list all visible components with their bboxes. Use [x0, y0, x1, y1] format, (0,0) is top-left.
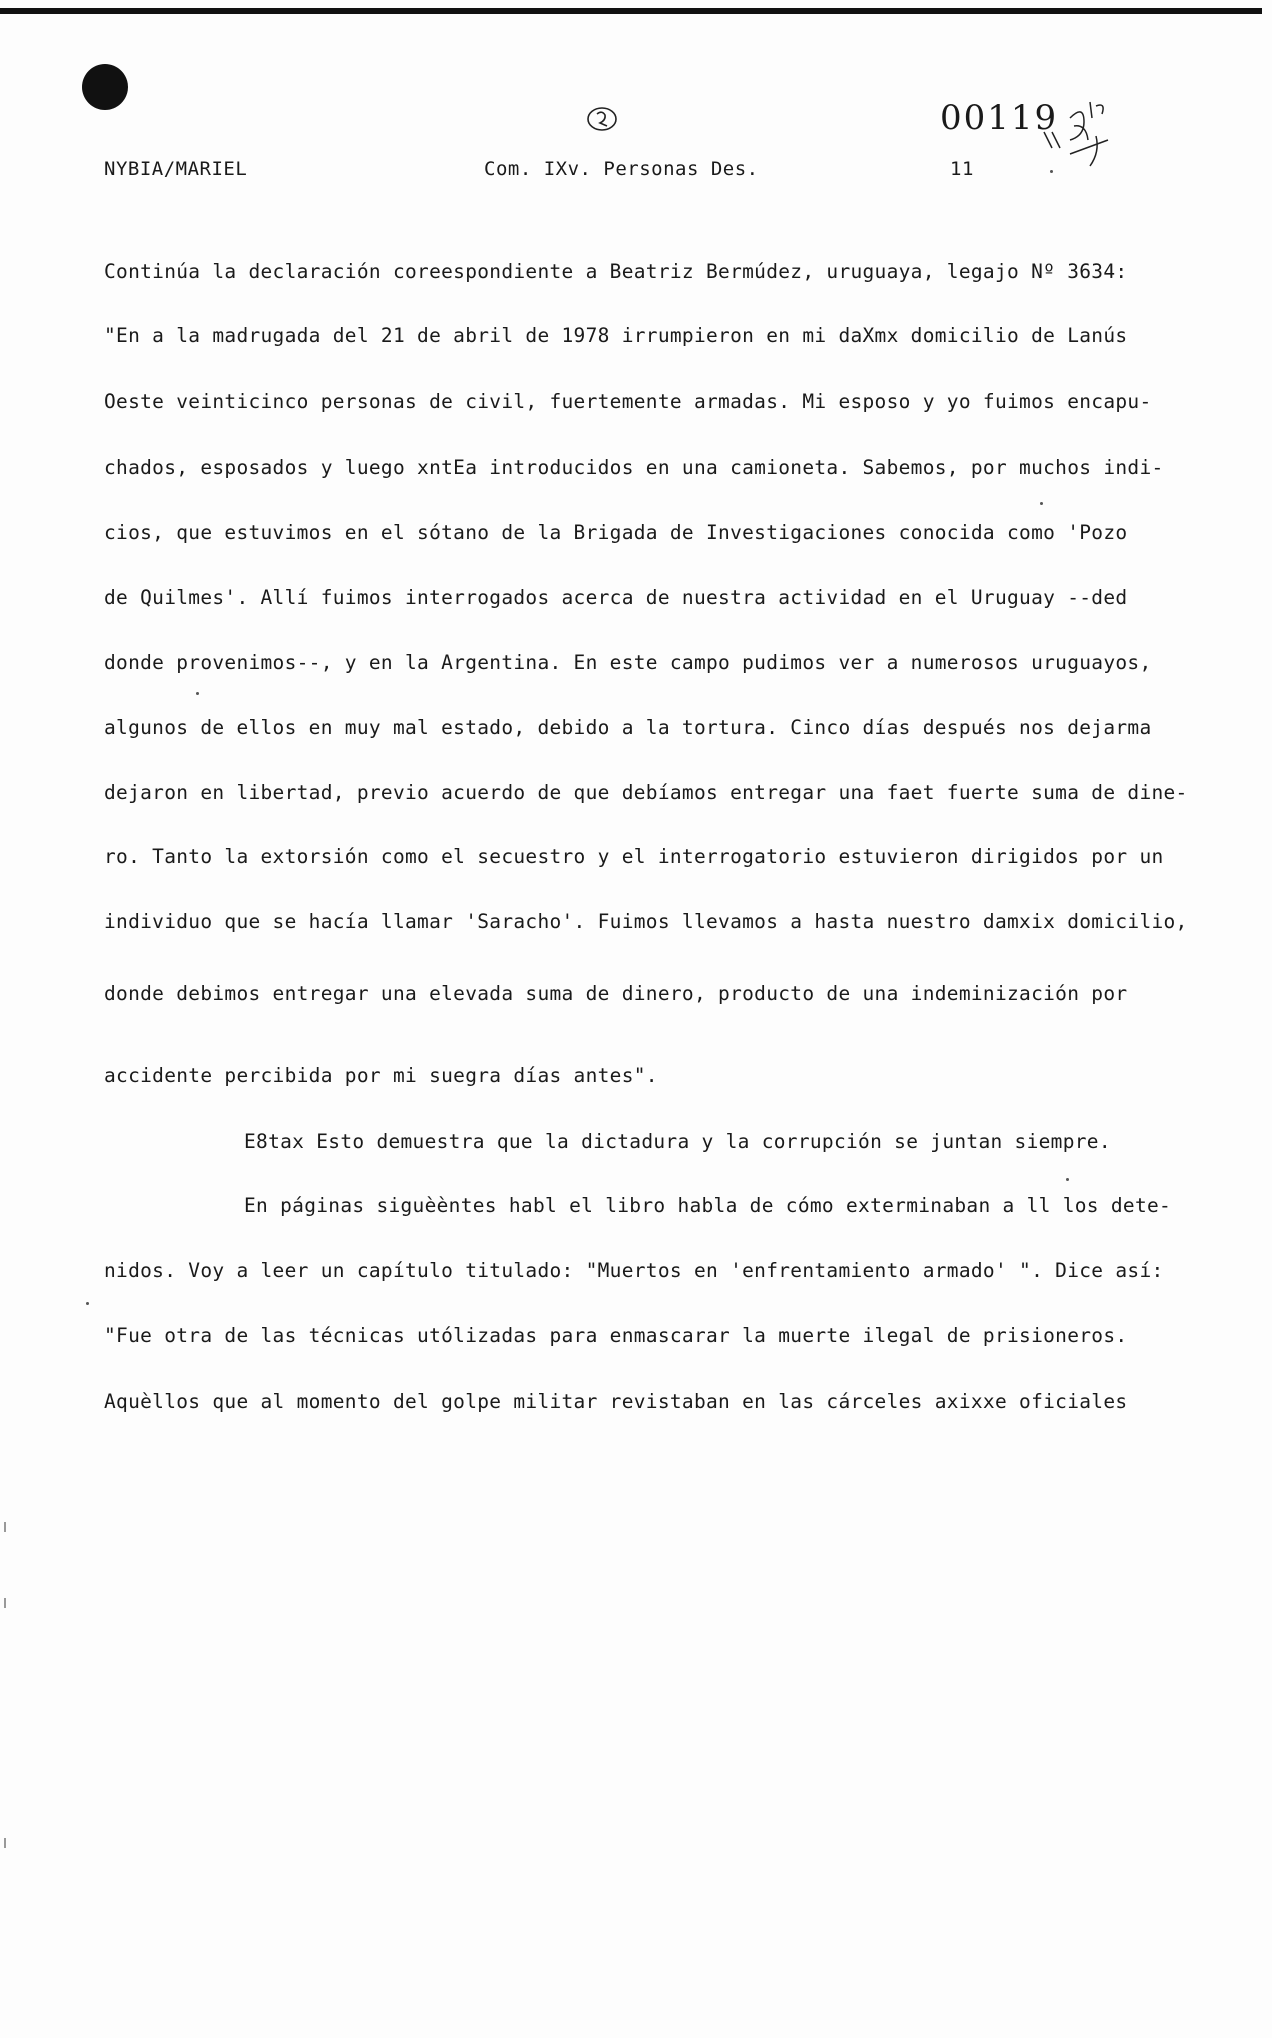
top-border [0, 8, 1262, 14]
text-line: individuo que se hacía llamar 'Saracho'. Fuimos llevamos a hasta nuestro damxix domicilio, [104, 910, 1188, 933]
text-line: "Fue otra de las técnicas utólizadas para enmascarar la muerte ilegal de prisioneros. [104, 1324, 1128, 1347]
text-line: donde provenimos--, y en la Argentina. En este campo pudimos ver a numerosos uruguayos, [104, 651, 1152, 674]
header-reference: NYBIA/MARIEL [104, 158, 248, 180]
text-line: de Quilmes'. Allí fuimos interrogados acerca de nuestra actividad en el Uruguay --ded [104, 586, 1128, 609]
text-line: Continúa la declaración coreespondiente a Beatriz Bermúdez, uruguaya, legajo Nº 3634: [104, 260, 1128, 283]
text-line: Oeste veinticinco personas de civil, fuertemente armadas. Mi esposo y yo fuimos encapu- [104, 390, 1152, 413]
margin-mark [4, 1598, 6, 1608]
text-line: cios, que estuvimos en el sótano de la Brigada de Investigaciones conocida como 'Pozo [104, 521, 1128, 544]
handwritten-folio-mark [1040, 96, 1112, 168]
text-line: "En a la madrugada del 21 de abril de 1978 irrumpieron en mi daXmx domicilio de Lanús [104, 324, 1128, 347]
margin-mark [4, 1522, 6, 1532]
folio-stamp-number: 00119 [940, 98, 1059, 138]
text-line: Aquèllos que al momento del golpe militar revistaban en las cárceles axixxe oficiales [104, 1390, 1128, 1413]
text-line: E8tax Esto demuestra que la dictadura y la corrupción se juntan siempre. [244, 1130, 1111, 1153]
header-commission: Com. IXv. Personas Des. [484, 158, 759, 180]
speck [1066, 1178, 1069, 1181]
text-line: donde debimos entregar una elevada suma de dinero, producto de una indeminización por [104, 982, 1128, 1005]
text-line: accidente percibida por mi suegra días antes". [104, 1064, 658, 1087]
text-line: ro. Tanto la extorsión como el secuestro y el interrogatorio estuvieron dirigidos por un [104, 845, 1164, 868]
circled-number-mark [585, 104, 619, 134]
speck [196, 692, 199, 695]
speck [1040, 502, 1043, 505]
text-line: chados, esposados y luego xntEa introducidos en una camioneta. Sabemos, por muchos indi- [104, 456, 1164, 479]
text-line: En páginas siguèèntes habl el libro habla de cómo exterminaban a ll los dete- [244, 1194, 1172, 1217]
text-line: algunos de ellos en muy mal estado, debido a la tortura. Cinco días después nos dejarma [104, 716, 1152, 739]
margin-mark [4, 1838, 6, 1848]
speck [1050, 170, 1053, 173]
punch-hole [82, 64, 128, 110]
page-number: 11 [950, 158, 974, 180]
speck [86, 1302, 89, 1305]
text-line: dejaron en libertad, previo acuerdo de que debíamos entregar una faet fuerte suma de dine- [104, 781, 1188, 804]
text-line: nidos. Voy a leer un capítulo titulado: "Muertos en 'enfrentamiento armado' ". Dice así: [104, 1259, 1164, 1282]
